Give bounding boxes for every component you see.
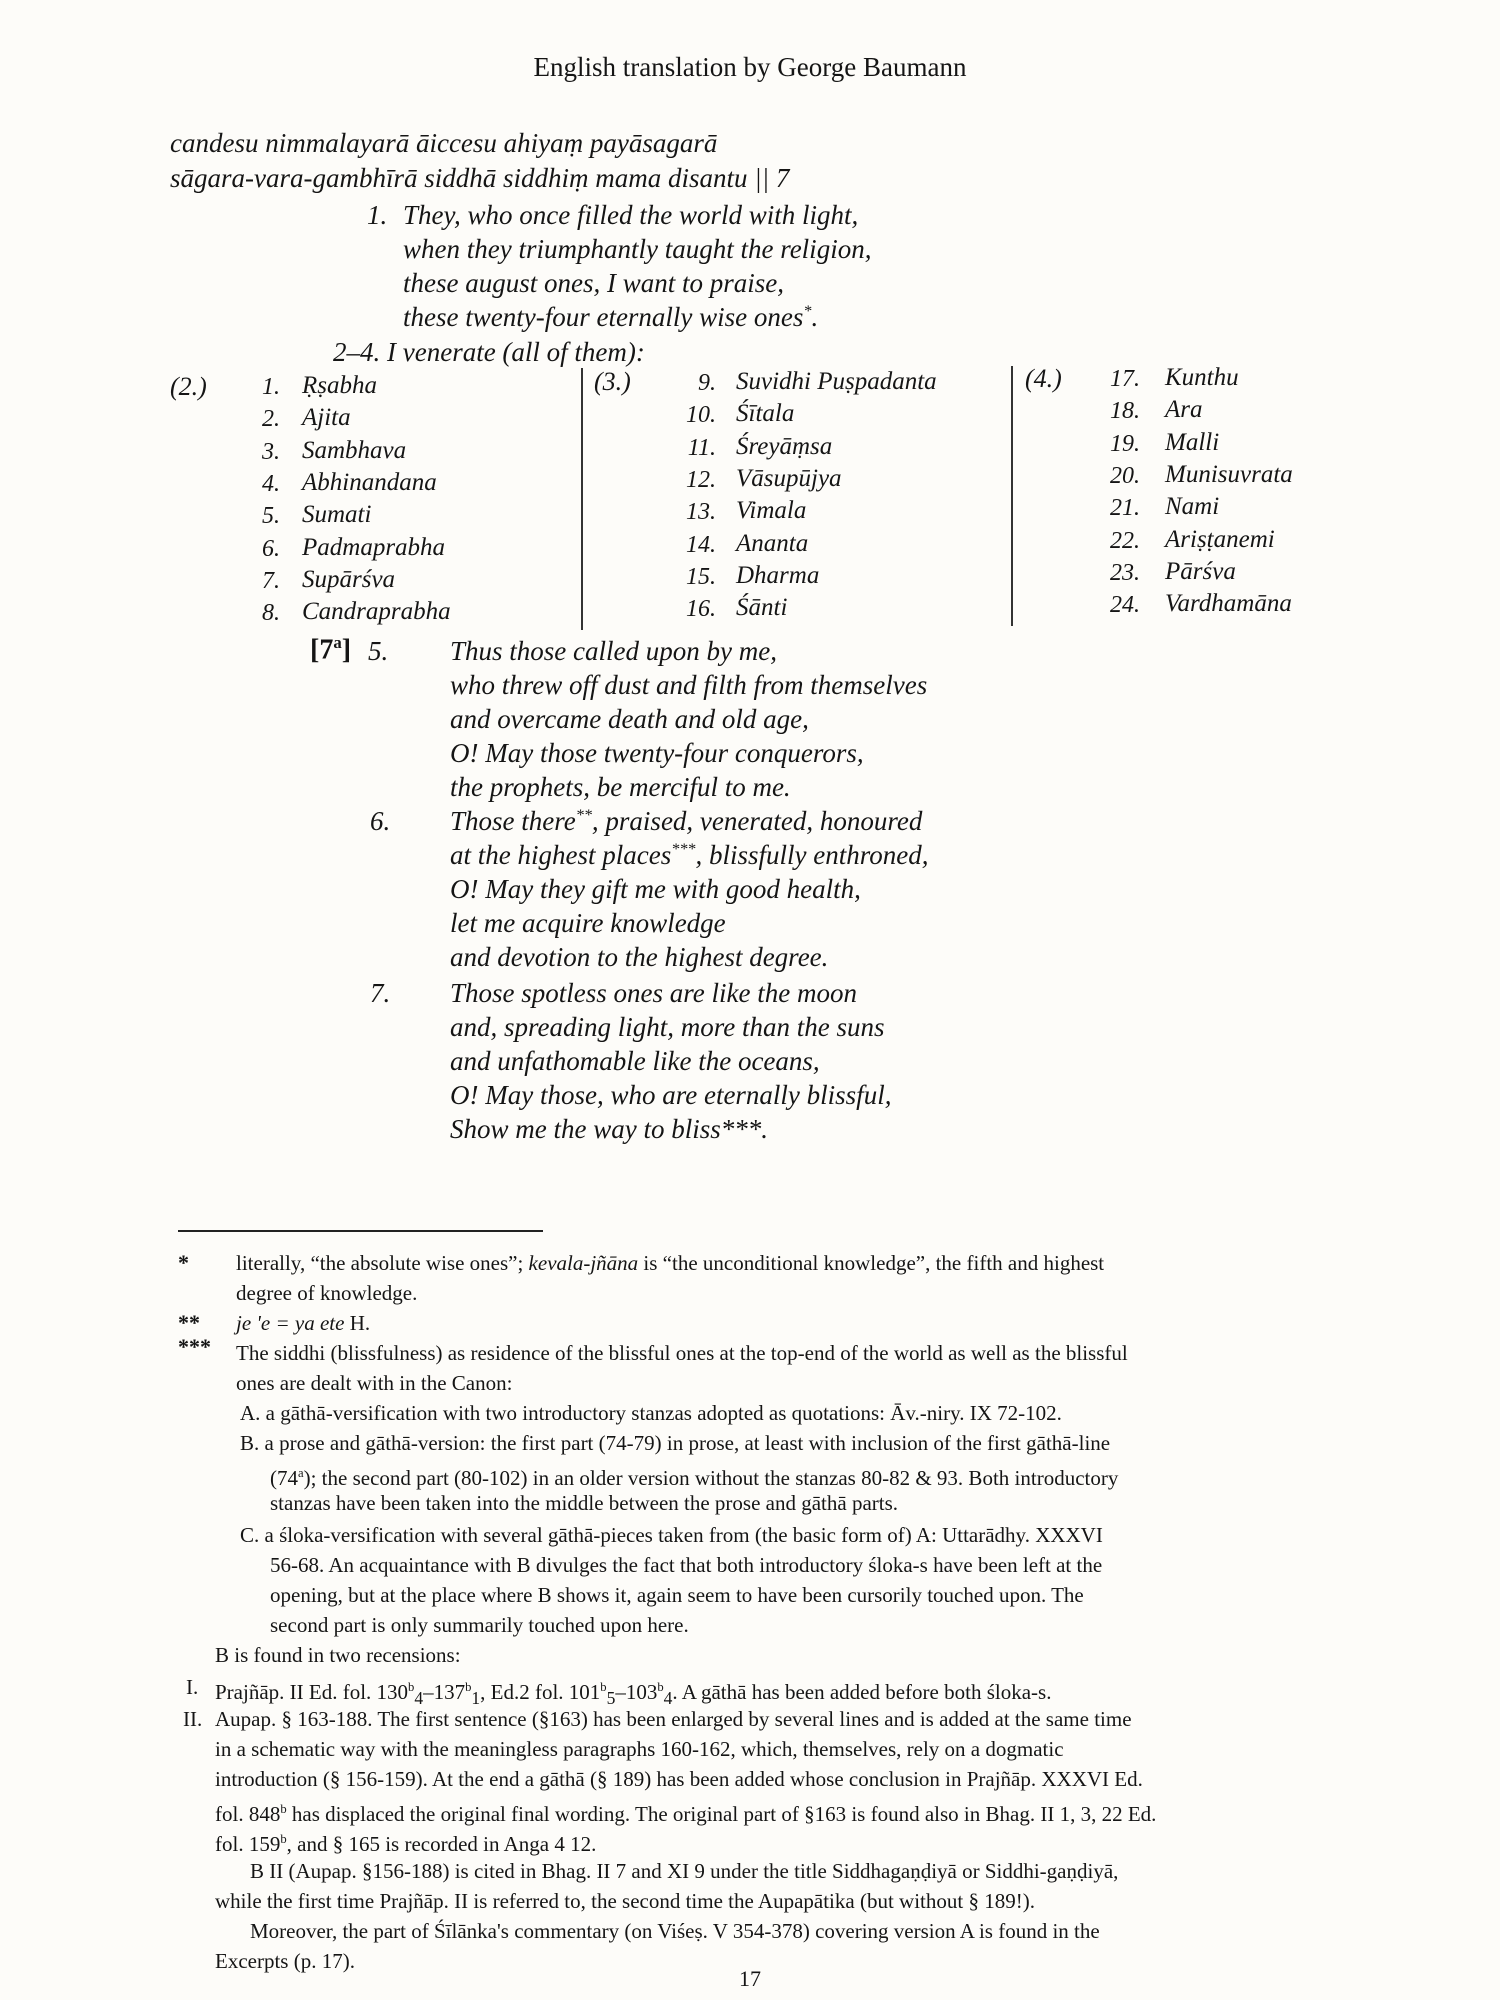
tirthankara-name: Supārśva [302, 566, 396, 593]
tirthankara-name: Ara [1165, 396, 1203, 423]
ref-marker-sup: a [333, 633, 342, 652]
verse-6-text: , praised, venerated, honoured [591, 806, 923, 836]
verse-7-line: and unfathomable like the oceans, [450, 1046, 820, 1076]
group-label: (4.) [1025, 364, 1062, 393]
footnote-sup: a [298, 1466, 304, 1480]
footnote-ref: * [803, 302, 812, 320]
footnote-3-line: B. a prose and gāthā-version: the first part (74-79) in prose, at least with inclusion of the first gāthā-line [240, 1431, 1111, 1455]
footnote-1 [236, 1248, 1104, 1278]
footnote-text: has displaced the original final wording. The original part of §163 is found also in Bhag. II 1, 3, 22 Ed. [286, 1802, 1157, 1826]
footnote-sup: b [465, 1680, 472, 1694]
footnote-3-line: stanzas have been taken into the middle between the prose and gāthā parts. [270, 1491, 899, 1515]
footnote-marker: * [178, 1250, 189, 1275]
footnote-term: je 'e = ya ete [236, 1311, 345, 1335]
tirthankara-name: Malli [1165, 429, 1220, 456]
tirthankara-name: Śānti [736, 594, 788, 621]
tirthankara-name: Vimala [736, 497, 807, 524]
closing-line: B II (Aupap. §156-188) is cited in Bhag. II 7 and XI 9 under the title Siddhagaṇḍiyā or Siddhi-gaṇḍiyā, [250, 1859, 1119, 1883]
footnote-3-line: second part is only summarily touched upon here. [270, 1613, 689, 1637]
verse-1-line-4 [403, 302, 818, 333]
verse-5-line: and overcame death and old age, [450, 704, 809, 734]
ref-marker-base: [7 [310, 634, 334, 666]
verse-1-number: 1. [367, 200, 388, 230]
tirthankara-name: Ariṣṭanemi [1165, 526, 1275, 553]
verse-7-number: 7. [370, 978, 391, 1008]
recension-label: I. [186, 1675, 199, 1699]
verse-1-end: . [811, 302, 819, 332]
recension-2-line [215, 1824, 596, 1859]
tirthankara-number: 4. [262, 471, 280, 497]
footnote-text: literally, “the absolute wise ones”; [236, 1251, 529, 1275]
tirthankara-number: 1. [262, 374, 280, 400]
footnote-3-line: A. a gāthā-versification with two introductory stanzas adopted as quotations: Āv.-niry. IX 72-102. [240, 1401, 1062, 1425]
group-label: (3.) [594, 367, 631, 396]
tirthankara-number: 23. [1110, 560, 1140, 586]
tirthankara-name: Nami [1165, 493, 1220, 520]
tirthankara-number: 10. [686, 402, 716, 428]
footnote-sup: b [280, 1832, 287, 1846]
verse-6-number: 6. [370, 806, 391, 836]
footnote-marker: *** [178, 1334, 211, 1359]
closing-line: Moreover, the part of Śīlānka's commentary (on Viśeṣ. V 354-378) covering version A is found in the [250, 1919, 1100, 1943]
tirthankara-name: Vāsupūjya [736, 465, 842, 492]
recension-2-line: in a schematic way with the meaningless paragraphs 160-162, which, themselves, rely on a dogmatic [215, 1737, 1064, 1761]
tirthankara-number: 21. [1110, 495, 1140, 521]
footnote-sup: b [408, 1680, 415, 1694]
tirthankara-number: 11. [687, 435, 716, 461]
footnote-sub: 4 [414, 1688, 424, 1709]
footnote-3-line: C. a śloka-versification with several gāthā-pieces taken from (the basic form of) A: Uttarādhy. XXXVI [240, 1523, 1103, 1547]
verse-7-line: O! May those, who are eternally blissful, [450, 1080, 892, 1110]
tirthankara-name: Pārśva [1165, 558, 1236, 585]
tirthankara-number: 18. [1110, 398, 1140, 424]
tirthankara-number: 14. [686, 532, 716, 558]
verse-1-line: They, who once filled the world with light, [403, 200, 859, 230]
footnote-sup: b [657, 1680, 664, 1694]
closing-line: Excerpts (p. 17). [215, 1949, 355, 1973]
tirthankara-number: 20. [1110, 463, 1140, 489]
verse-7-line: Those spotless ones are like the moon [450, 978, 857, 1008]
footnote-ref: *** [671, 840, 696, 858]
closing-line: while the first time Prajñāp. II is referred to, the second time the Aupapātika (but without § 189!). [215, 1889, 1035, 1913]
verse-6-text: at the highest places [450, 840, 672, 870]
footnote-1-cont: degree of knowledge. [236, 1281, 418, 1305]
footnote-3-line: B is found in two recensions: [215, 1643, 461, 1667]
tirthankara-name: Munisuvrata [1165, 461, 1293, 488]
tirthankara-name: Śītala [736, 400, 795, 427]
verse-5-line: Thus those called upon by me, [450, 636, 777, 666]
footnote-3-line: ones are dealt with in the Canon: [236, 1371, 513, 1395]
tirthankara-number: 24. [1110, 592, 1140, 618]
tirthankara-number: 13. [686, 499, 716, 525]
footnote-separator [178, 1230, 543, 1232]
tirthankara-name: Sumati [302, 501, 372, 528]
footnote-text: . A gāthā has been added before both śloka-s. [672, 1680, 1052, 1704]
tirthankara-number: 15. [686, 564, 716, 590]
footnote-3-line: The siddhi (blissfulness) as residence of the blissful ones at the top-end of the world as well as the blissful [236, 1341, 1128, 1365]
verse-1-line: when they triumphantly taught the religion, [403, 234, 872, 264]
tirthankara-name: Sambhava [302, 437, 407, 464]
tirthankara-number: 17. [1110, 366, 1140, 392]
recension-2-line: introduction (§ 156-159). At the end a gāthā (§ 189) has been added whose conclusion in Prajñāp. XXXVI Ed. [215, 1767, 1143, 1791]
tirthankara-number: 2. [262, 406, 280, 432]
verse-1-line: these august ones, I want to praise, [403, 268, 784, 298]
verse-7-line: Show me the way to bliss***. [450, 1114, 768, 1144]
verse-6-line-2 [450, 840, 928, 871]
tirthankara-name: Vardhamāna [1165, 590, 1292, 617]
tirthankara-name: Kunthu [1165, 364, 1239, 391]
footnote-sub: 4 [663, 1688, 673, 1709]
column-divider [581, 368, 583, 630]
verse-1-line-text: these twenty-four eternally wise ones [403, 302, 804, 332]
footnote-text: –103 [615, 1680, 658, 1704]
tirthankara-number: 9. [698, 370, 716, 396]
verse-6-line: and devotion to the highest degree. [450, 942, 829, 972]
footnote-sub: 1 [471, 1688, 481, 1709]
tirthankara-number: 22. [1110, 528, 1140, 554]
verse-6-line-1 [450, 806, 922, 837]
footnote-text: –137 [423, 1680, 466, 1704]
tirthankara-name: Ajita [302, 404, 351, 431]
footnote-text: (74 [270, 1466, 298, 1490]
verse-5-line: O! May those twenty-four conquerors, [450, 738, 864, 768]
page-header: English translation by George Baumann [533, 52, 967, 82]
verse-6-text: Those there [450, 806, 576, 836]
tirthankara-number: 16. [686, 596, 716, 622]
tirthankara-number: 8. [262, 600, 280, 626]
tirthankara-number: 3. [262, 439, 280, 465]
group-label: (2.) [170, 372, 207, 401]
footnote-marker: ** [178, 1310, 200, 1335]
verse-6-line: let me acquire knowledge [450, 908, 726, 938]
verse-6-text: , blissfully enthroned, [695, 840, 929, 870]
footnote-ref: ** [575, 806, 592, 824]
footnote-text: the second part (80-102) in an older version without the stanzas 80-82 & 93. Both introductory [321, 1466, 1119, 1490]
column-divider [1011, 366, 1013, 626]
recension-label: II. [183, 1707, 203, 1731]
footnote-text: , and § 165 is recorded in Anga 4 12. [286, 1832, 597, 1856]
tirthankara-number: 19. [1110, 431, 1140, 457]
footnote-text: , Ed.2 fol. 101 [480, 1680, 601, 1704]
tirthankara-name: Suvidhi Puṣpadanta [736, 368, 937, 395]
tirthankara-number: 5. [262, 503, 280, 529]
footnote-text: fol. 159 [215, 1832, 281, 1856]
verse-6-line: O! May they gift me with good health, [450, 874, 861, 904]
footnote-term: kevala-jñāna [528, 1251, 639, 1275]
tirthankara-name: Ṛṣabha [302, 372, 377, 399]
recension-2-line: Aupap. § 163-188. The first sentence (§163) has been enlarged by several lines and is added at the same time [215, 1707, 1132, 1731]
footnote-3-line: opening, but at the place where B shows it, again seem to have been cursorily touched upon. The [270, 1583, 1084, 1607]
page-number: 17 [739, 1966, 761, 1991]
prakrit-line-1: candesu nimmalayarā āiccesu ahiyaṃ payāsagarā [170, 128, 718, 158]
tirthankara-number: 12. [686, 467, 716, 493]
tirthankara-name: Abhinandana [302, 469, 437, 496]
footnote-3-line: 56-68. An acquaintance with B divulges the fact that both introductory śloka-s have been left at the [270, 1553, 1103, 1577]
verses-2-4-intro: 2–4. I venerate (all of them): [333, 337, 645, 367]
tirthankara-name: Dharma [736, 562, 820, 589]
tirthankara-name: Candraprabha [302, 598, 451, 625]
tirthankara-name: Śreyāṃsa [736, 433, 833, 460]
footnote-text: Prajñāp. II Ed. fol. 130 [215, 1680, 409, 1704]
footnote-sup: b [600, 1680, 607, 1694]
footnote-sub: 5 [606, 1688, 616, 1709]
verse-5-number: 5. [368, 636, 389, 666]
ref-marker-close: ] [341, 634, 352, 666]
tirthankara-name: Padmaprabha [302, 534, 446, 561]
footnote-text: H. [344, 1311, 371, 1335]
tirthankara-number: 7. [262, 568, 280, 594]
verse-5-line: who threw off dust and filth from themselves [450, 670, 928, 700]
footnote-text: fol. 848 [215, 1802, 281, 1826]
footnote-sup: b [280, 1802, 287, 1816]
reference-marker [310, 633, 351, 666]
verse-5-line: the prophets, be merciful to me. [450, 772, 791, 802]
footnote-2 [236, 1308, 370, 1338]
tirthankara-number: 6. [262, 536, 280, 562]
prakrit-line-2: sāgara-vara-gambhīrā siddhā siddhiṃ mama disantu || 7 [170, 163, 790, 193]
footnote-text: is “the unconditional knowledge”, the fifth and highest [638, 1251, 1105, 1275]
footnote-text: ); [303, 1466, 317, 1490]
verse-7-line: and, spreading light, more than the suns [450, 1012, 885, 1042]
tirthankara-name: Ananta [736, 530, 809, 557]
